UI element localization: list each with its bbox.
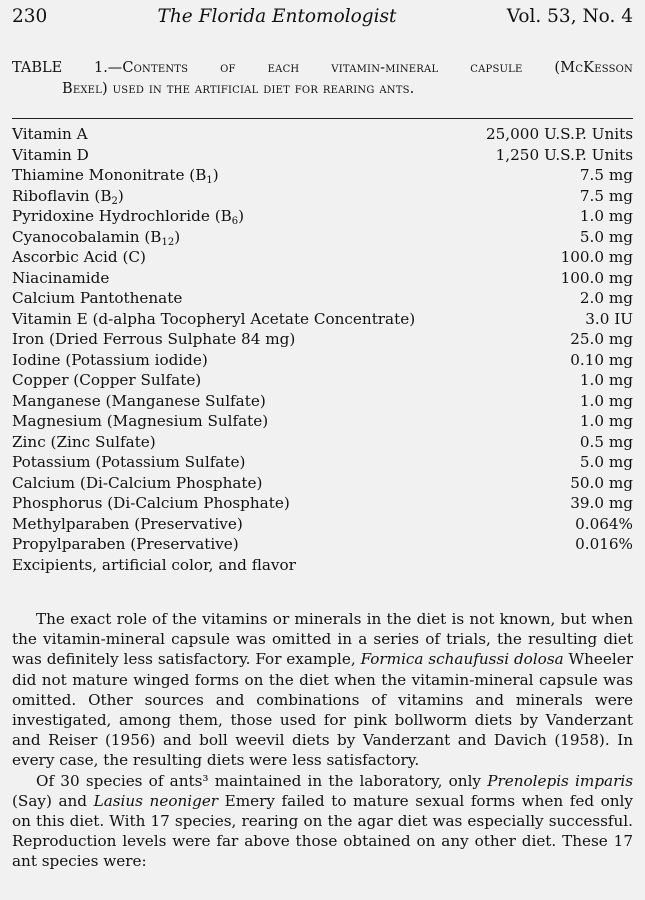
subscript: 1 xyxy=(206,175,213,186)
ingredient-amount: 1.0 mg xyxy=(579,207,633,225)
ingredient-amount: 100.0 mg xyxy=(560,248,633,266)
text-run: Wheeler did not mature winged forms on the diet when the vitamin-mineral capsule was omitted. Other sources and combinations of vitamins and minerals were investigated, among them, those used for pink bollworm diets by Vanderzant and Reiser (1956) and boll weevil diets by Vanderzant and Davich (1958). In every case, the resulting diets were less satisfactory. xyxy=(12,650,633,770)
ingredient-name xyxy=(12,534,239,555)
ingredient-name xyxy=(12,124,88,145)
table-row xyxy=(12,370,633,391)
ingredient-name xyxy=(12,473,262,494)
ingredient-tail: ) xyxy=(212,166,219,184)
ingredient-text: Excipients, artificial color, and flavor xyxy=(12,555,296,574)
journal-title: The Florida Entomologist xyxy=(157,6,397,27)
ingredient-amount: 25.0 mg xyxy=(570,330,633,348)
ingredient-text: Ascorbic Acid (C) xyxy=(12,248,146,266)
ingredient-text: Vitamin E (d-alpha Tocopheryl Acetate Concentrate) xyxy=(12,309,416,328)
ingredient-amount: 39.0 mg xyxy=(570,494,633,512)
ingredient-text: Methylparaben (Preservative) xyxy=(12,514,243,533)
ingredient-name xyxy=(12,391,266,412)
ingredient-name xyxy=(12,268,109,289)
table-row xyxy=(12,493,633,514)
ingredient-name xyxy=(12,247,146,268)
ingredient-text: Calcium Pantothenate xyxy=(12,289,183,307)
ingredient-text: Zinc (Zinc Sulfate) xyxy=(12,432,156,451)
table-row xyxy=(12,432,633,453)
ingredient-amount: 0.016% xyxy=(575,535,633,553)
text-run: The exact role of the vitamins or minerals in the diet is not known, but when the vitamin-mineral capsule was omitted in a series of trials, the resulting diet was definitely less satisfactory. For example, xyxy=(12,610,633,669)
ingredient-text: Cyanocobalamin (B xyxy=(12,227,162,246)
subscript: 12 xyxy=(161,236,175,248)
ingredient-name xyxy=(12,288,182,309)
ingredient-name xyxy=(12,370,201,391)
table-row xyxy=(12,350,633,371)
ingredient-amount: 0.064% xyxy=(575,514,633,533)
table-row xyxy=(12,452,633,473)
ingredient-text: Vitamin D xyxy=(12,145,89,164)
table-row xyxy=(12,391,633,412)
ingredient-amount: 1.0 mg xyxy=(579,412,633,430)
ingredient-name xyxy=(12,206,244,227)
caption-text-1: Contents of each vitamin-mineral capsule (McKesson xyxy=(122,60,633,76)
table-row xyxy=(12,288,633,309)
table-row xyxy=(12,411,633,432)
caption-line-1 xyxy=(12,58,633,79)
ingredient-amount: 7.5 mg xyxy=(579,166,633,184)
table-row xyxy=(12,206,633,227)
table-row xyxy=(12,309,633,330)
ingredient-text: Potassium (Potassium Sulfate) xyxy=(12,453,246,471)
page-number: 230 xyxy=(12,6,48,27)
table-row xyxy=(12,165,633,186)
vitamin-table xyxy=(12,124,633,575)
ingredient-amount: 100.0 mg xyxy=(560,268,633,287)
table-row xyxy=(12,124,633,145)
species-name: Prenolepis imparis xyxy=(487,771,634,790)
table-row xyxy=(12,268,633,289)
caption-label: TABLE 1.— xyxy=(12,60,123,76)
ingredient-text: Pyridoxine Hydrochloride (B xyxy=(12,207,232,225)
ingredient-name xyxy=(12,329,295,350)
table-row xyxy=(12,227,633,248)
table-row xyxy=(12,514,633,535)
ingredient-text: Vitamin A xyxy=(12,125,88,143)
ingredient-text: Copper (Copper Sulfate) xyxy=(12,371,202,389)
ingredient-name xyxy=(12,165,219,186)
ingredient-amount: 0.5 mg xyxy=(579,432,633,451)
body-text xyxy=(12,609,633,872)
text-run: Of 30 species of ants³ maintained in the laboratory, only xyxy=(36,771,488,790)
ingredient-text: Niacinamide xyxy=(12,268,110,287)
ingredient-tail: ) xyxy=(117,186,124,205)
paragraph-1 xyxy=(12,609,633,771)
table-row xyxy=(12,247,633,268)
ingredient-text: Iron (Dried Ferrous Sulphate 84 mg) xyxy=(12,330,296,348)
paragraph-2 xyxy=(12,771,633,872)
ingredient-text: Calcium (Di-Calcium Phosphate) xyxy=(12,473,263,492)
table-row xyxy=(12,145,633,166)
ingredient-amount: 2.0 mg xyxy=(579,289,633,307)
ingredient-tail: ) xyxy=(174,227,181,246)
ingredient-text: Thiamine Mononitrate (B xyxy=(12,166,207,184)
ingredient-name xyxy=(12,227,180,248)
ingredient-tail: ) xyxy=(238,207,245,225)
ingredient-name xyxy=(12,186,124,207)
species-name: Lasius neoniger xyxy=(93,791,219,810)
table-top-rule xyxy=(12,118,633,119)
ingredient-amount: 0.10 mg xyxy=(570,350,633,369)
ingredient-amount: 1.0 mg xyxy=(579,371,633,389)
table-row xyxy=(12,186,633,207)
ingredient-amount: 50.0 mg xyxy=(570,473,633,492)
ingredient-name xyxy=(12,350,208,371)
table-row xyxy=(12,329,633,350)
ingredient-name xyxy=(12,309,415,330)
ingredient-name xyxy=(12,432,156,453)
table-caption xyxy=(12,58,633,100)
table-row xyxy=(12,534,633,555)
ingredient-amount: 7.5 mg xyxy=(579,186,633,205)
ingredient-amount: 5.0 mg xyxy=(579,453,633,471)
ingredient-text: Riboflavin (B xyxy=(12,186,112,205)
ingredient-amount: 5.0 mg xyxy=(579,227,633,246)
species-name: Formica schaufussi dolosa xyxy=(360,650,564,669)
ingredient-text: Manganese (Manganese Sulfate) xyxy=(12,391,266,410)
caption-line-2: Bexel) used in the artificial diet for rearing ants. xyxy=(62,81,415,97)
text-run: Emery failed to mature sexual forms when fed only on this diet. With 17 species, rearing on the agar diet was especially successful. Reproduction levels were far above those obtained on any other diet. These 17 ant species were: xyxy=(12,791,633,871)
ingredient-name xyxy=(12,411,268,432)
table-row xyxy=(12,473,633,494)
ingredient-text: Iodine (Potassium iodide) xyxy=(12,350,208,369)
ingredient-text: Propylparaben (Preservative) xyxy=(12,535,239,553)
text-run: (Say) and xyxy=(12,791,94,810)
ingredient-amount: 1,250 U.S.P. Units xyxy=(495,145,633,164)
ingredient-amount: 3.0 IU xyxy=(585,309,633,328)
ingredient-name xyxy=(12,493,290,514)
volume-issue: Vol. 53, No. 4 xyxy=(506,6,633,27)
ingredient-text: Magnesium (Magnesium Sulfate) xyxy=(12,412,269,430)
ingredient-name xyxy=(12,555,296,576)
table-row xyxy=(12,555,633,576)
ingredient-text: Phosphorus (Di-Calcium Phosphate) xyxy=(12,494,290,512)
ingredient-amount: 1.0 mg xyxy=(579,391,633,410)
subscript: 6 xyxy=(231,216,239,227)
ingredient-name xyxy=(12,145,89,166)
ingredient-name xyxy=(12,452,245,473)
ingredient-name xyxy=(12,514,243,535)
running-header xyxy=(12,6,633,36)
ingredient-amount: 25,000 U.S.P. Units xyxy=(485,125,633,143)
subscript: 2 xyxy=(111,195,118,207)
